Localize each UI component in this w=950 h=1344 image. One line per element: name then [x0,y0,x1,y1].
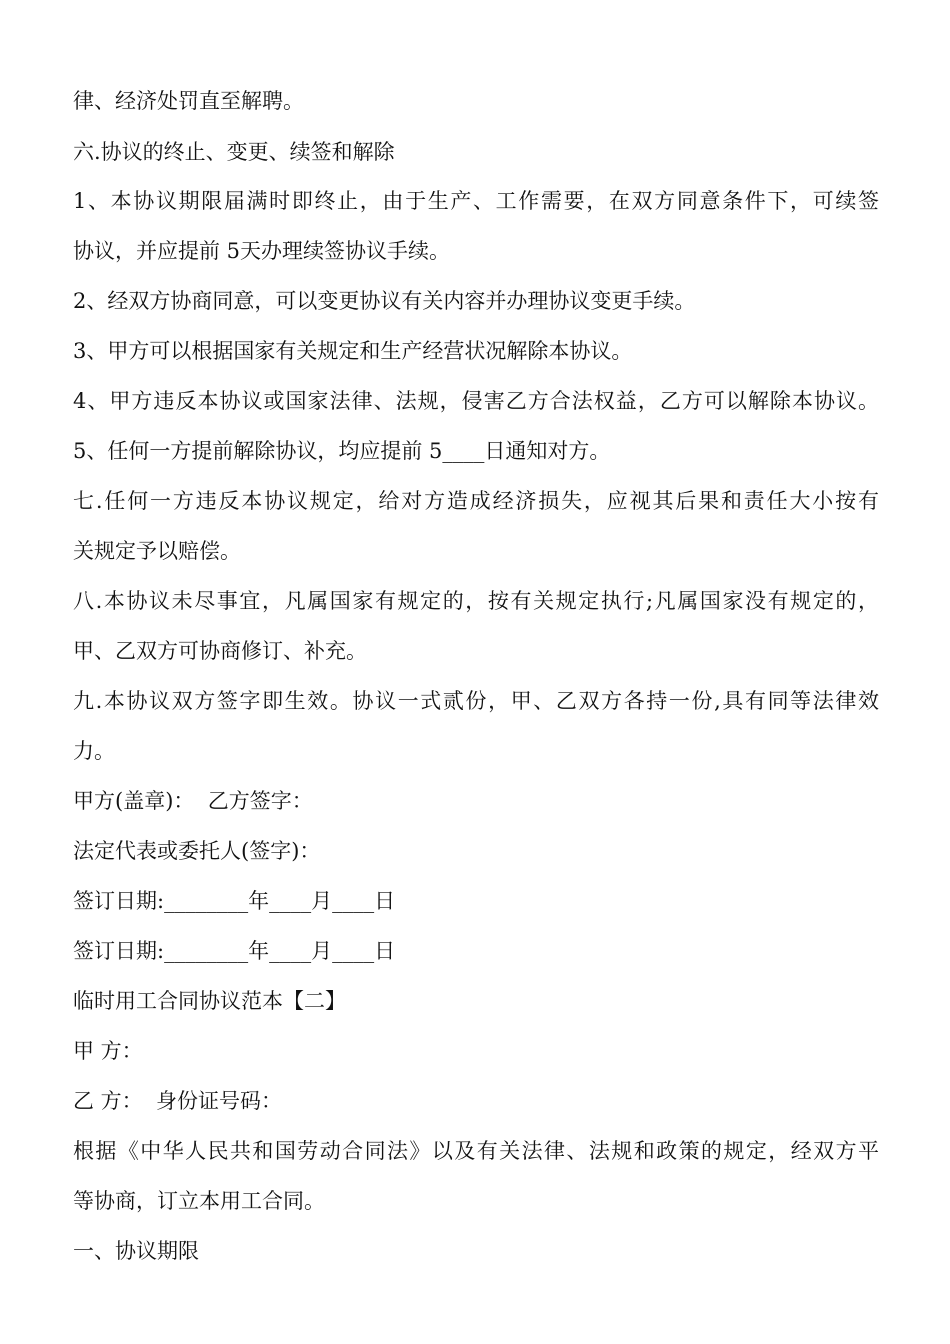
text-line: 力。 [73,739,115,763]
text-line: 3、甲方可以根据国家有关规定和生产经营状况解除本协议。 [73,339,633,363]
section-heading: 一、协议期限 [73,1239,199,1263]
signature-line: 甲方(盖章)： 乙方签字： [73,789,313,813]
text-line: 1、本协议期限届满时即终止，由于生产、工作需要，在双方同意条件下，可续签 [73,189,879,213]
date-line: 签订日期:________年____月____日 [73,889,396,913]
text-line: 根据《中华人民共和国劳动合同法》以及有关法律、法规和政策的规定，经双方平 [73,1139,879,1163]
section-heading: 六.协议的终止、变更、续签和解除 [73,140,395,164]
party-b-line: 乙 方： 身份证号码： [73,1089,283,1113]
text-line: 2、经双方协商同意，可以变更协议有关内容并办理协议变更手续。 [73,289,696,313]
text-line: 甲、乙双方可协商修订、补充。 [73,639,367,663]
document-title: 临时用工合同协议范本【二】 [73,989,346,1013]
text-line: 七.任何一方违反本协议规定，给对方造成经济损失，应视其后果和责任大小按有 [73,489,879,513]
signature-line: 法定代表或委托人(签字)： [73,839,321,863]
text-line: 律、经济处罚直至解聘。 [73,89,304,113]
date-line: 签订日期:________年____月____日 [73,939,396,963]
text-line: 协议，并应提前 5天办理续签协议手续。 [73,239,451,263]
text-line: 等协商，订立本用工合同。 [73,1189,325,1213]
text-line: 5、任何一方提前解除协议，均应提前 5____日通知对方。 [73,439,611,463]
text-line: 九.本协议双方签字即生效。协议一式贰份，甲、乙双方各持一份,具有同等法律效 [73,689,879,713]
text-line: 八.本协议未尽事宜，凡属国家有规定的，按有关规定执行;凡属国家没有规定的， [73,589,879,613]
text-line: 4、甲方违反本协议或国家法律、法规，侵害乙方合法权益，乙方可以解除本协议。 [73,389,879,413]
text-line: 关规定予以赔偿。 [73,539,241,563]
party-a-line: 甲 方： [73,1039,143,1063]
